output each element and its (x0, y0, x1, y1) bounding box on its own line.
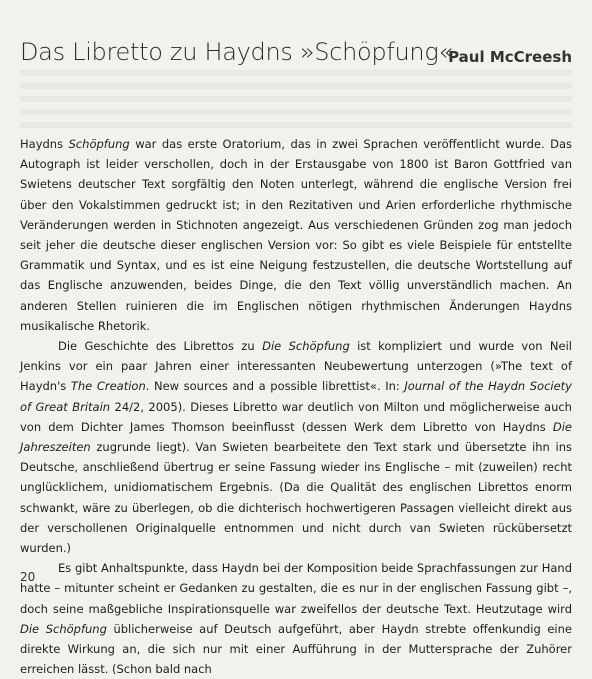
italic-title-run: Journal of the Haydn Society of Great Britain (20, 379, 572, 414)
italic-title-run: Die Schöpfung (262, 339, 350, 354)
show-through-text (20, 70, 572, 130)
italic-title-run: Die Schöpfung (20, 621, 107, 636)
text-run: . New sources and a possible librettist«. In: (145, 379, 405, 394)
article-header (20, 38, 572, 74)
author-name: Paul McCreesh (448, 48, 572, 66)
text-run: zugrunde liegt). Van Swieten bearbeitete den Text stark und übersetzte ihn ins Deutsche, anschließend übertrug er seine Fassung wieder ins Englische – mit (zuweilen) recht unglücklichem, unidiomatischem Ergebnis. (Da die Qualität des englischen Librettos enorm schwankt, wäre zu überlegen, ob die dichterisch hochwertigeren Passagen vielleicht direkt aus der verschollenen Originalquelle entnommen und nicht durch van Swieten rückübersetzt wurden.) (20, 440, 572, 556)
page-number: 20 (20, 570, 36, 584)
text-run: Es gibt Anhaltspunkte, dass Haydn bei der Komposition beide Sprachfassungen zur Hand hatte – mitunter scheint er Gedanken zu gestalten, die es nur in der englischen Fassung gibt –, doch seine maßgebliche Inspirationsquelle war zweifellos der deutsche Text. Heutzutage wird (20, 561, 572, 616)
paragraph (20, 558, 572, 679)
article-body (20, 134, 572, 679)
text-run: 24/2, 2005). Dieses Libretto war deutlich von Milton und möglicherweise auch von dem Dichter James Thomson beeinflusst (dessen Werk dem Libretto von Haydns (20, 399, 572, 434)
text-run: ist kompliziert und wurde von Neil Jenkins vor ein paar Jahren einer interessanten Neubewertung unterzogen (»The text of Haydn's (20, 339, 572, 394)
text-run: üblicherweise auf Deutsch aufgeführt, aber Haydn strebte offenkundig eine direkte Wirkung an, die sich nur mit einer Aufführung in der Muttersprache der Zuhörer erreichen lässt. (Schon bald nach (20, 621, 572, 677)
italic-title-run: Schöpfung (68, 137, 130, 151)
text-run: Die Geschichte des Librettos zu (58, 339, 263, 354)
page-title: Das Libretto zu Haydns »Schöpfung« (20, 38, 453, 66)
italic-title-run: Die Jahreszeiten (20, 419, 572, 455)
text-run: war das erste Oratorium, das in zwei Sprachen veröffentlicht wurde. Das Autograph ist leider verschollen, doch in der Erstausgabe von 1800 ist Baron Gottfried van Swietens deutscher Text sorgfältig den Noten unterlegt, während die englische Version frei über den Vokalstimmen gedruckt ist; in den Rezitativen und Arien erforderliche rhythmische Veränderungen werden in Stichnoten angezeigt. Aus verschiedenen Gründen zog man jedoch seit jeher die deutsche dieser englischen Version vor: So gibt es viele Beispiele für entstellte Grammatik und Syntax, und es ist eine Neigung festzustellen, die deutsche Wortstellung auf das Englische anzuwenden, beides Dinge, die den Text völlig unverständlich machen. An anderen Stellen ruinieren die im Englischen nötigen rhythmischen Änderungen Haydns musikalische Rhetorik. (20, 137, 572, 333)
text-run: Haydns (20, 137, 69, 151)
paragraph (20, 134, 572, 336)
italic-title-run: The Creation (70, 379, 146, 394)
paragraph (20, 336, 572, 558)
